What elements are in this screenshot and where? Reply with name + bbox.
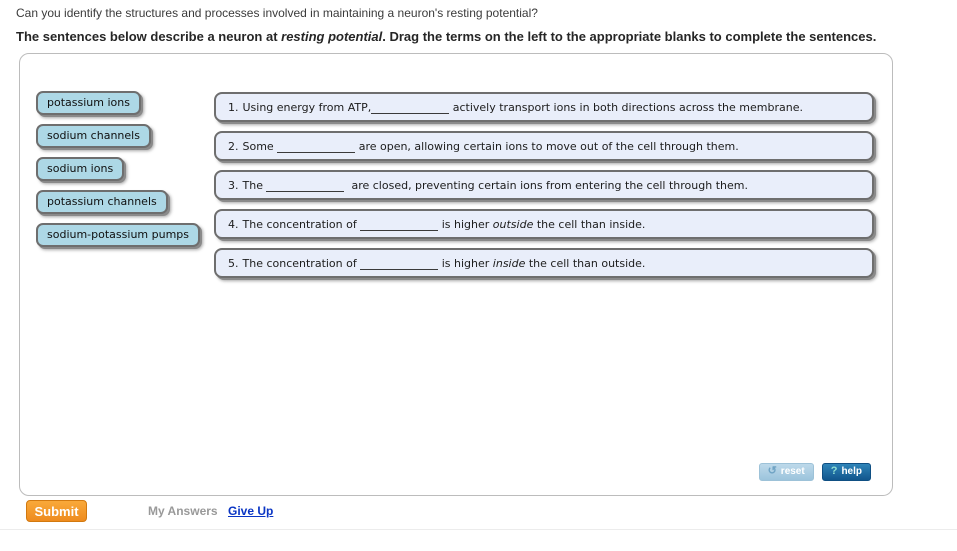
submit-button[interactable]: Submit	[26, 500, 87, 522]
sentence-list	[214, 92, 876, 278]
sentence-5-number: 5.	[228, 257, 239, 270]
sentence-2	[214, 131, 874, 161]
help-icon: ?	[830, 465, 838, 477]
sentence-2-text-after: are open, allowing certain ions to move out of the cell through them.	[355, 140, 739, 153]
sentence-2-number: 2.	[228, 140, 239, 153]
term-chip-potassium-ions[interactable]: potassium ions	[36, 91, 141, 115]
sentence-3-text-before: The	[242, 179, 267, 192]
sentence-4-italic: outside	[492, 218, 534, 231]
term-chip-potassium-channels[interactable]: potassium channels	[36, 190, 168, 214]
sentence-5-answer-blank[interactable]	[360, 267, 438, 270]
sentence-3-number: 3.	[228, 179, 239, 192]
question-text: Can you identify the structures and processes involved in maintaining a neuron's resting potential?	[16, 6, 538, 20]
sentence-4-text-before: The concentration of	[242, 218, 361, 231]
sentence-3	[214, 170, 874, 200]
sentence-5-text-end: the cell than outside.	[525, 257, 646, 270]
term-chip-sodium-channels[interactable]: sodium channels	[36, 124, 151, 148]
sentence-5-italic: inside	[492, 257, 526, 270]
give-up-link[interactable]: Give Up	[228, 504, 274, 518]
sentence-1-text-before: Using energy from ATP,	[242, 101, 372, 114]
bottom-divider	[0, 529, 957, 530]
sentence-4-text-end: the cell than inside.	[533, 218, 646, 231]
sentence-1-text-after: actively transport ions in both directions across the membrane.	[449, 101, 803, 114]
reset-button[interactable]	[759, 463, 814, 481]
panel-controls	[759, 463, 871, 481]
term-chip-sodium-ions[interactable]: sodium ions	[36, 157, 124, 181]
instruction-italic: resting potential	[281, 29, 383, 44]
sentence-5	[214, 248, 874, 278]
sentence-3-answer-blank[interactable]	[266, 189, 344, 192]
sentence-5-text-after: is higher	[438, 257, 493, 270]
sentence-5-text-before: The concentration of	[242, 257, 361, 270]
sentence-1-answer-blank[interactable]	[371, 111, 449, 114]
help-button-label: help	[841, 466, 862, 477]
sentence-4-text-after: is higher	[438, 218, 493, 231]
sentence-2-answer-blank[interactable]	[277, 150, 355, 153]
reset-icon: ↺	[767, 465, 777, 477]
sentence-2-text-before: Some	[242, 140, 278, 153]
activity-panel	[19, 53, 893, 496]
instruction-text	[16, 29, 876, 44]
sentence-4-answer-blank[interactable]	[360, 228, 438, 231]
instruction-pre: The sentences below describe a neuron at	[16, 29, 282, 44]
help-button[interactable]	[822, 463, 871, 481]
sentence-4-number: 4.	[228, 218, 239, 231]
reset-button-label: reset	[780, 466, 805, 477]
instruction-post: . Drag the terms on the left to the appropriate blanks to complete the sentences.	[382, 29, 877, 44]
sentence-4	[214, 209, 874, 239]
sentence-1-number: 1.	[228, 101, 239, 114]
sentence-3-text-after: are closed, preventing certain ions from entering the cell through them.	[344, 179, 748, 192]
term-bank	[36, 91, 200, 247]
term-chip-sodium-potassium-pumps[interactable]: sodium-potassium pumps	[36, 223, 200, 247]
my-answers-label: My Answers	[148, 504, 218, 518]
sentence-1	[214, 92, 874, 122]
